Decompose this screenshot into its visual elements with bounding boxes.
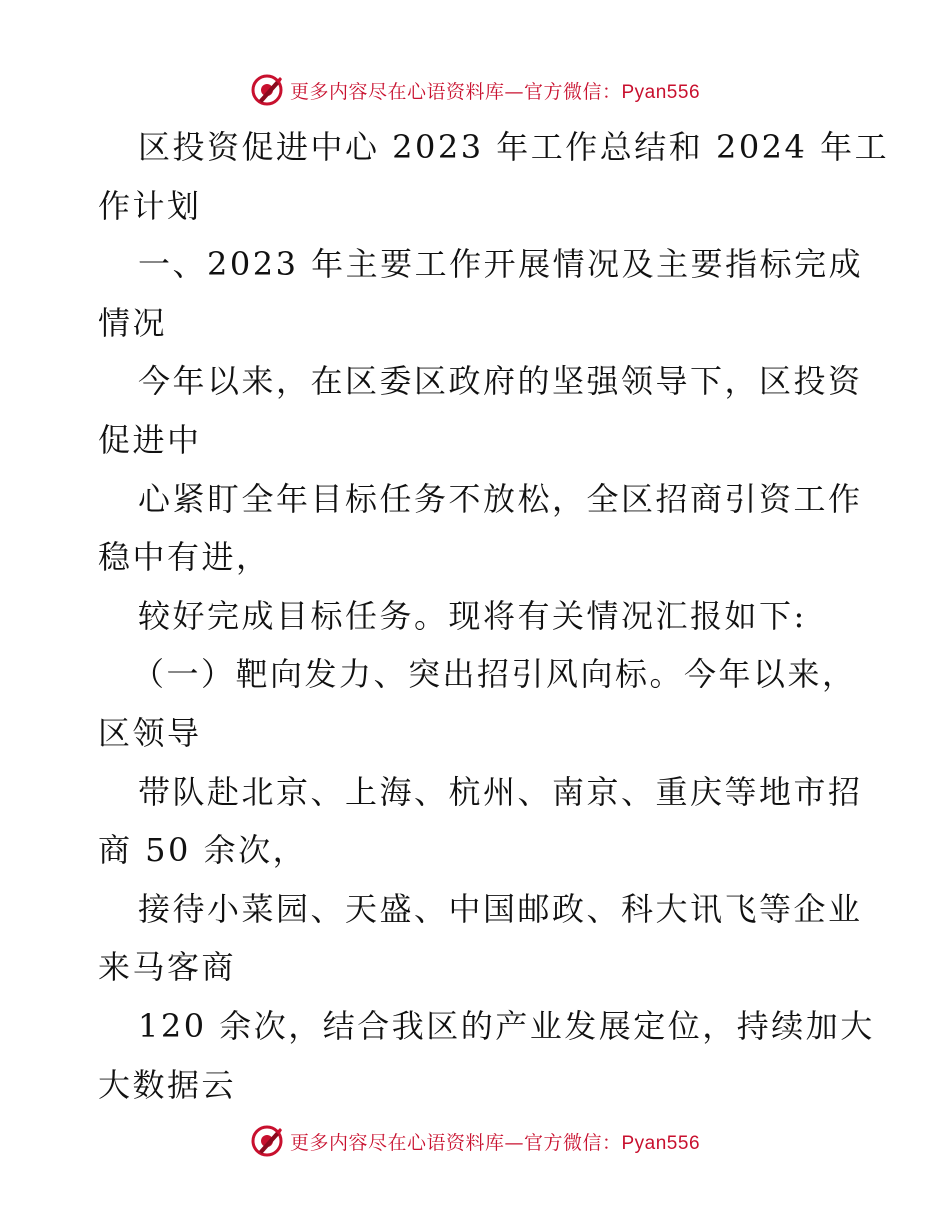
document-text-line: 今年以来，在区委区政府的坚强领导下，区投资: [138, 362, 863, 401]
document-body: [98, 118, 890, 1114]
document-text-line: 较好完成目标任务。现将有关情况汇报如下:: [138, 596, 807, 635]
document-text-line: 心紧盯全年目标任务不放松，全区招商引资工作: [138, 479, 863, 518]
document-text-line: 大数据云: [98, 1065, 237, 1104]
watermark-text: 更多内容尽在心语资料库—官方微信：Pyan556: [289, 1131, 701, 1154]
document-text-line: 商 50 余次，: [98, 831, 308, 870]
document-text-line: 情况: [98, 303, 168, 342]
document-text-line: 稳中有进，: [98, 538, 271, 577]
document-title-line: 区投资促进中心 2023 年工作总结和 2024 年工: [138, 128, 890, 166]
document-text-line: 带队赴北京、上海、杭州、南京、重庆等地市招: [138, 772, 863, 811]
document-text-line: 120 余次，结合我区的产业发展定位，持续加大: [138, 1006, 875, 1045]
pen-logo-icon: [250, 73, 284, 107]
watermark-id: Pyan556: [621, 1132, 701, 1154]
document-text-line: 区领导: [98, 713, 202, 752]
document-text-line: 促进中: [98, 420, 202, 459]
watermark-banner-bottom: [0, 1121, 950, 1161]
document-text-line: （一）靶向发力、突出招引风向标。今年以来，: [132, 655, 857, 694]
watermark-banner-top: [0, 70, 950, 110]
watermark-text: 更多内容尽在心语资料库—官方微信：Pyan556: [289, 80, 701, 103]
pen-logo-icon: [250, 1124, 284, 1158]
document-text-line: 来马客商: [98, 948, 237, 987]
document-text-line: 作计划: [98, 186, 202, 225]
document-text-line: 一、2023 年主要工作开展情况及主要指标完成: [138, 245, 864, 284]
watermark-id: Pyan556: [621, 81, 701, 103]
document-text-line: 接待小菜园、天盛、中国邮政、科大讯飞等企业: [138, 889, 863, 928]
